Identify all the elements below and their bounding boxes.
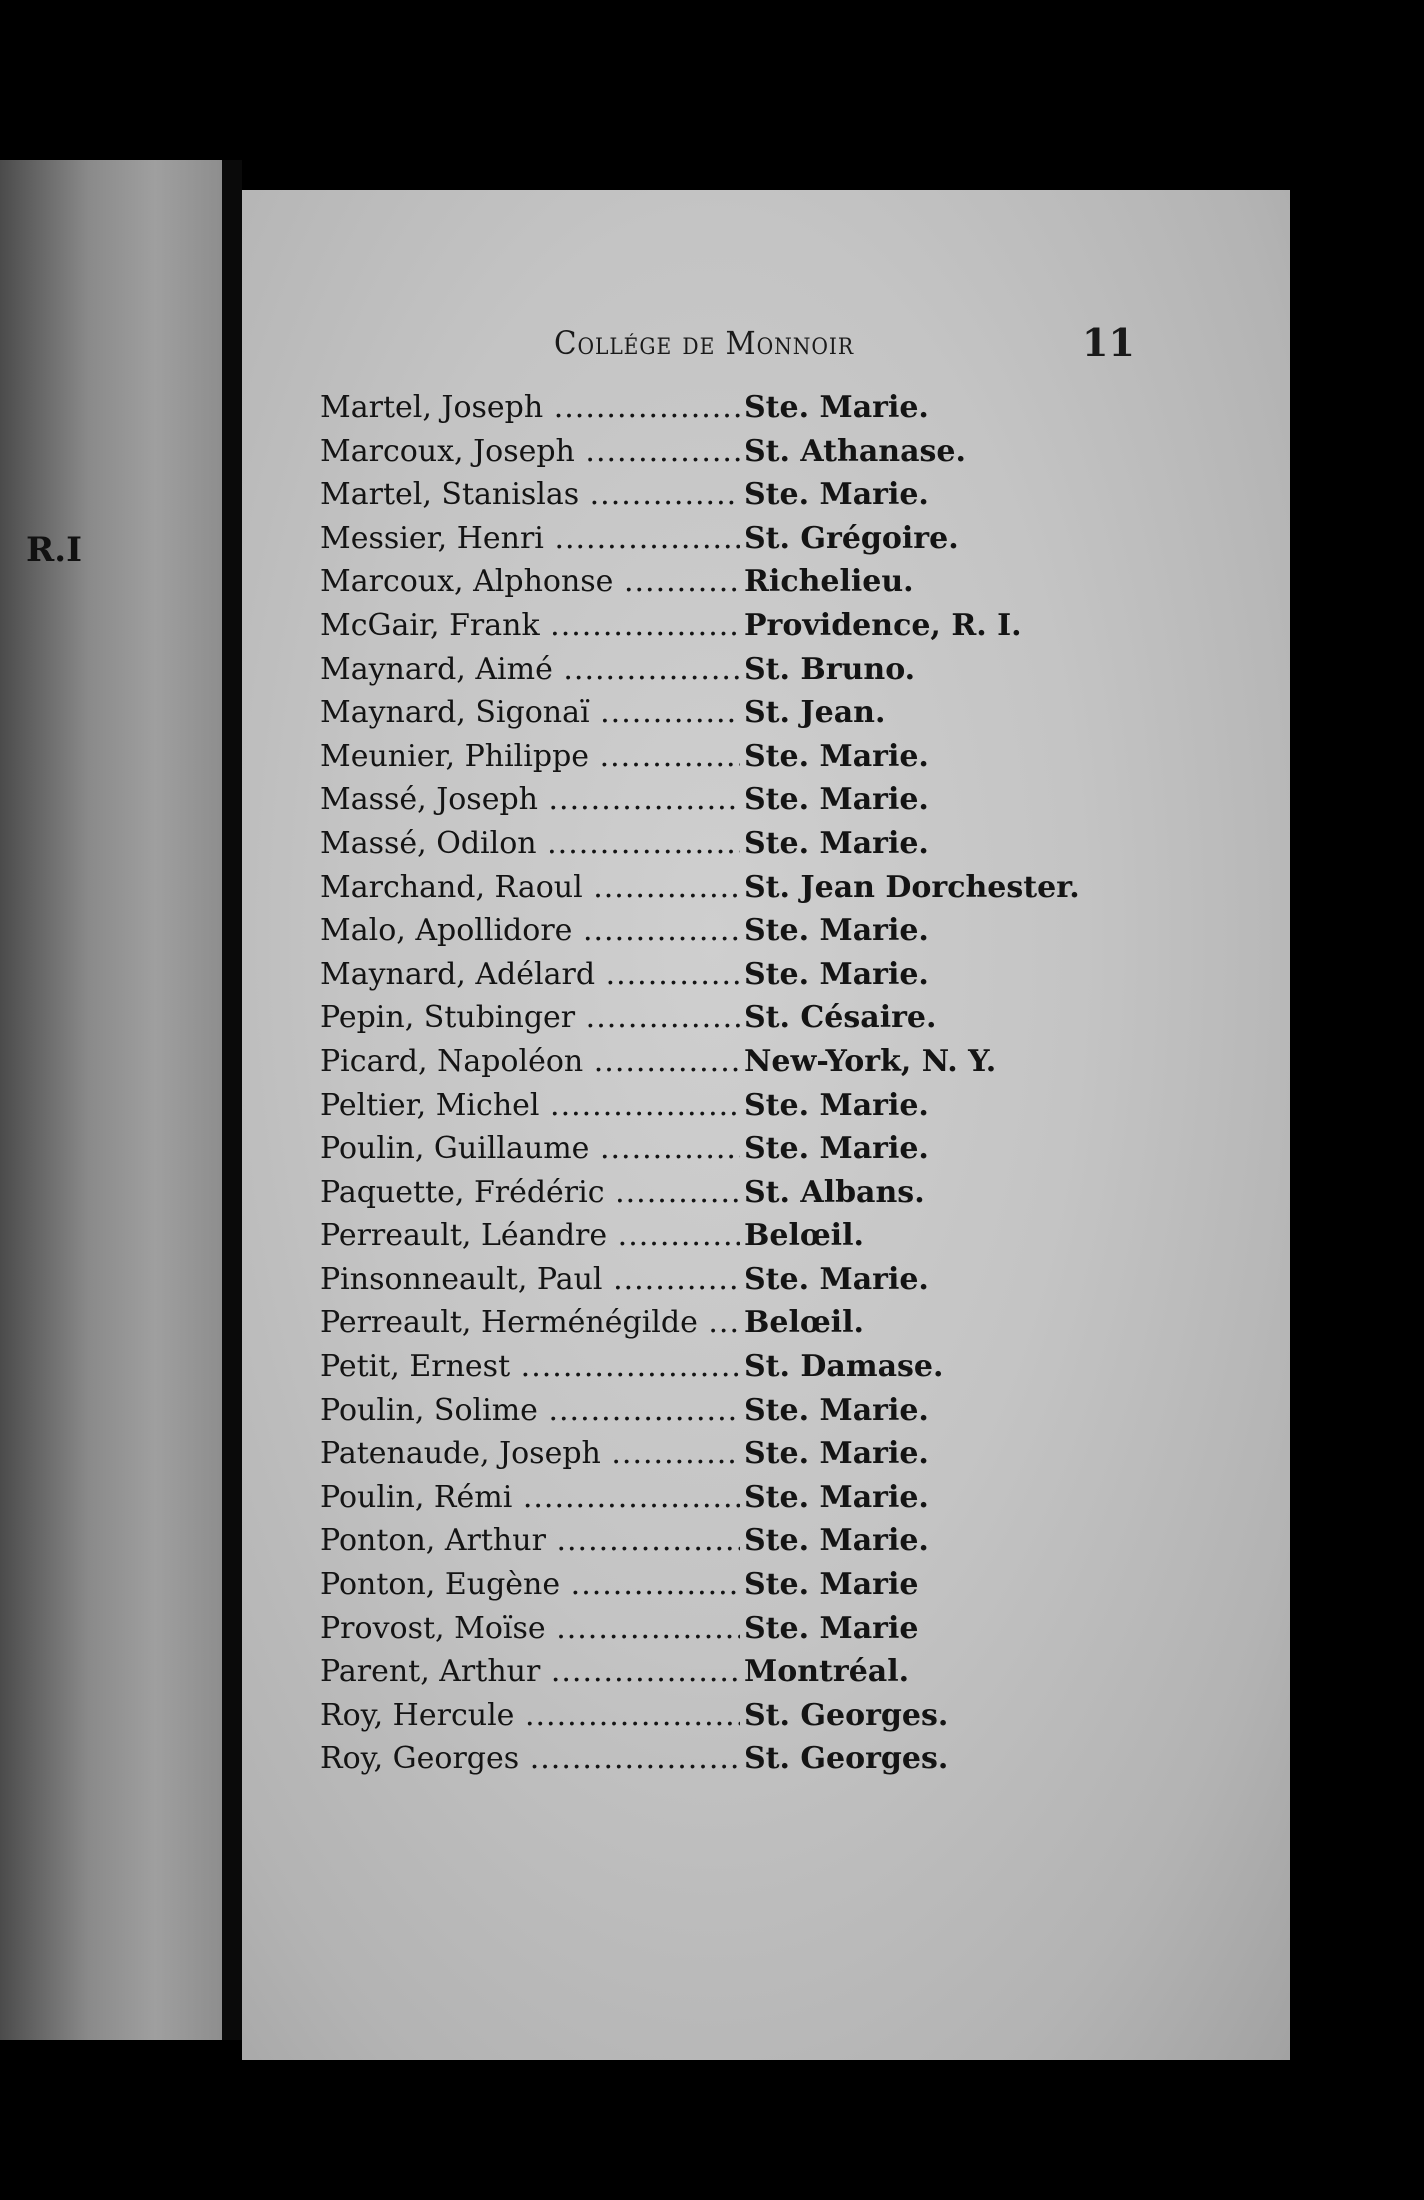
list-item [320, 996, 1280, 1040]
student-name: Parent, Arthur ..... [320, 1650, 740, 1694]
student-hometown: Ste. Marie. [744, 956, 929, 992]
list-item [320, 1737, 1280, 1781]
student-name: McGair, Frank ..... [320, 604, 740, 648]
student-name: Martel, Stanislas ..... [320, 473, 740, 517]
student-hometown: St. Georges. [744, 1697, 949, 1733]
student-hometown: Ste. Marie [744, 1567, 919, 1603]
student-name: Provost, Moïse ..... [320, 1607, 740, 1651]
list-item [320, 691, 1280, 735]
margin-mark: R.I [26, 530, 82, 570]
list-item [320, 430, 1280, 474]
list-item [320, 560, 1280, 604]
list-item [320, 1040, 1280, 1084]
student-name: Meunier, Philippe ..... [320, 735, 740, 779]
student-hometown: St. Jean. [744, 695, 886, 731]
list-item [320, 1389, 1280, 1433]
student-name: Pepin, Stubinger ..... [320, 996, 740, 1040]
student-hometown: St. Athanase. [744, 433, 966, 469]
student-name: Maynard, Adélard ..... [320, 953, 740, 997]
list-item [320, 866, 1280, 910]
list-item [320, 1476, 1280, 1520]
page-header [242, 320, 1290, 380]
student-name: Malo, Apollidore ..... [320, 909, 740, 953]
student-hometown: Ste. Marie [744, 1610, 919, 1646]
list-item [320, 1694, 1280, 1738]
student-name: Ponton, Eugène ..... [320, 1563, 740, 1607]
student-name: Ponton, Arthur ..... [320, 1519, 740, 1563]
list-item [320, 1607, 1280, 1651]
student-name: Perreault, Herménégilde ..... [320, 1301, 740, 1345]
student-hometown: Belœil. [744, 1218, 864, 1254]
document-page [242, 190, 1290, 2060]
student-name: Marcoux, Alphonse ..... [320, 560, 740, 604]
running-title: Collége de Monnoir [554, 324, 854, 362]
list-item [320, 1519, 1280, 1563]
student-name: Marchand, Raoul ..... [320, 866, 740, 910]
student-hometown: St. Georges. [744, 1741, 949, 1777]
student-name: Roy, Hercule ..... [320, 1694, 740, 1738]
student-name: Messier, Henri ..... [320, 517, 740, 561]
list-item [320, 735, 1280, 779]
student-name: Perreault, Léandre ..... [320, 1214, 740, 1258]
student-hometown: St. Damase. [744, 1349, 944, 1385]
student-hometown: St. Grégoire. [744, 520, 959, 556]
student-hometown: Ste. Marie. [744, 1261, 929, 1297]
student-name: Maynard, Aimé ..... [320, 648, 740, 692]
student-hometown: Ste. Marie. [744, 1392, 929, 1428]
list-item [320, 648, 1280, 692]
student-hometown: Providence, R. I. [744, 607, 1022, 643]
list-item [320, 1432, 1280, 1476]
student-hometown: St. Jean Dorchester. [744, 869, 1080, 905]
student-name: Roy, Georges ..... [320, 1737, 740, 1781]
student-name: Poulin, Rémi ..... [320, 1476, 740, 1520]
student-name: Poulin, Solime ..... [320, 1389, 740, 1433]
student-list [320, 386, 1280, 1781]
student-name: Massé, Joseph ..... [320, 778, 740, 822]
list-item [320, 1650, 1280, 1694]
list-item [320, 604, 1280, 648]
list-item [320, 517, 1280, 561]
student-hometown: Ste. Marie. [744, 1436, 929, 1472]
student-hometown: Belœil. [744, 1305, 864, 1341]
student-name: Peltier, Michel ..... [320, 1084, 740, 1128]
list-item [320, 1301, 1280, 1345]
student-hometown: Ste. Marie. [744, 738, 929, 774]
list-item [320, 1084, 1280, 1128]
list-item [320, 1563, 1280, 1607]
list-item [320, 778, 1280, 822]
student-hometown: Ste. Marie. [744, 390, 929, 425]
student-name: Poulin, Guillaume ..... [320, 1127, 740, 1171]
student-hometown: St. Césaire. [744, 1000, 937, 1036]
student-hometown: Ste. Marie. [744, 477, 929, 513]
list-item [320, 953, 1280, 997]
student-name: Pinsonneault, Paul ..... [320, 1258, 740, 1302]
student-name: Massé, Odilon ..... [320, 822, 740, 866]
student-name: Patenaude, Joseph ..... [320, 1432, 740, 1476]
list-item [320, 1171, 1280, 1215]
student-hometown: Ste. Marie. [744, 1131, 929, 1167]
student-name: Petit, Ernest ..... [320, 1345, 740, 1389]
book-binding-gutter [222, 160, 242, 2040]
page-number: 11 [1082, 320, 1135, 365]
list-item [320, 1345, 1280, 1389]
student-hometown: Ste. Marie. [744, 825, 929, 861]
student-hometown: St. Bruno. [744, 651, 916, 687]
student-name: Paquette, Frédéric ..... [320, 1171, 740, 1215]
student-hometown: New-York, N. Y. [744, 1043, 997, 1079]
student-hometown: St. Albans. [744, 1174, 925, 1210]
list-item [320, 386, 1280, 430]
student-name: Picard, Napoléon ..... [320, 1040, 740, 1084]
student-hometown: Ste. Marie. [744, 913, 929, 949]
student-hometown: Ste. Marie. [744, 1479, 929, 1515]
student-hometown: Ste. Marie. [744, 1523, 929, 1559]
student-hometown: Ste. Marie. [744, 1087, 929, 1123]
list-item [320, 473, 1280, 517]
list-item [320, 909, 1280, 953]
student-hometown: Montréal. [744, 1654, 910, 1690]
list-item [320, 1258, 1280, 1302]
list-item [320, 1214, 1280, 1258]
student-name: Maynard, Sigonaï ..... [320, 691, 740, 735]
student-name: Martel, Joseph ..... [320, 386, 740, 430]
list-item [320, 1127, 1280, 1171]
student-hometown: Richelieu. [744, 564, 914, 600]
student-name: Marcoux, Joseph ..... [320, 430, 740, 474]
list-item [320, 822, 1280, 866]
previous-page-edge [0, 160, 222, 2040]
student-hometown: Ste. Marie. [744, 782, 929, 818]
